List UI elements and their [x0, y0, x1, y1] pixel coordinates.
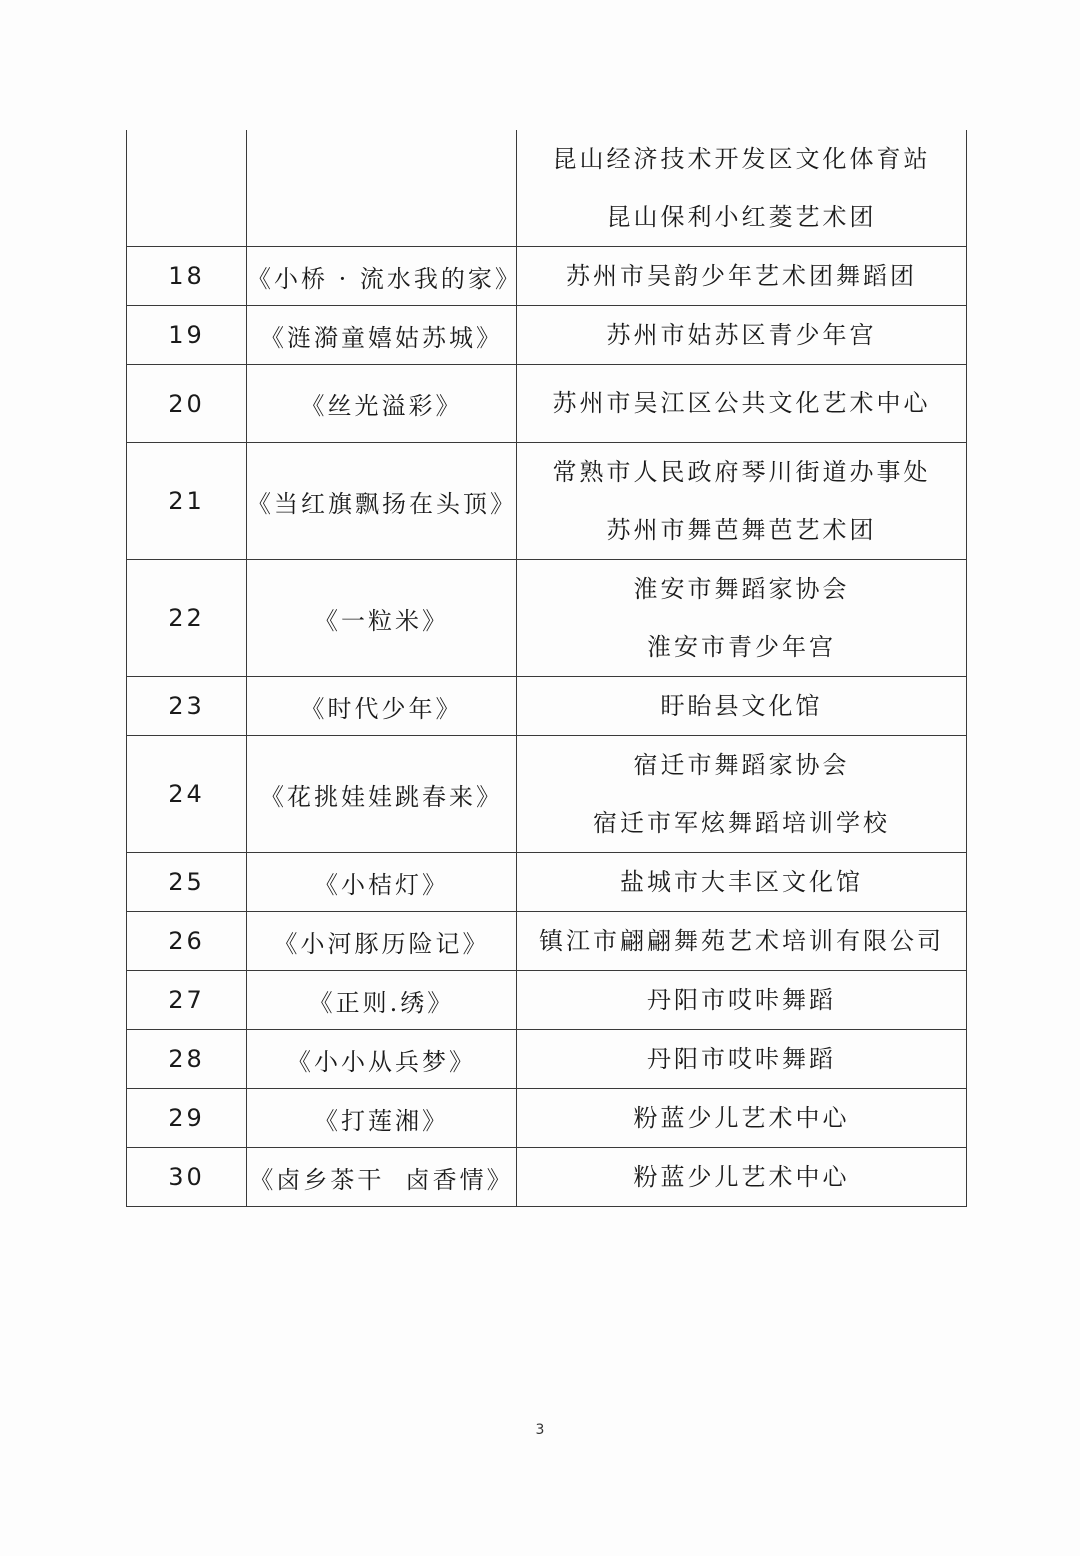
table-row	[127, 1030, 967, 1089]
org-line: 粉蓝少儿艺术中心	[633, 1104, 850, 1132]
table-row	[127, 912, 967, 971]
org-line: 宿迁市舞蹈家协会	[633, 751, 850, 779]
org-cell	[517, 306, 967, 365]
table-row	[127, 853, 967, 912]
table-row	[127, 1148, 967, 1207]
number-cell: 25	[127, 853, 247, 912]
title-cell: 《丝光溢彩》	[247, 365, 517, 443]
table-row	[127, 971, 967, 1030]
org-line: 昆山经济技术开发区文化体育站	[552, 145, 931, 173]
table-row	[127, 1089, 967, 1148]
table-row	[127, 443, 967, 560]
org-line: 苏州市姑苏区青少年宫	[606, 321, 877, 349]
org-cell	[517, 247, 967, 306]
title-cell: 《涟漪童嬉姑苏城》	[247, 306, 517, 365]
org-cell	[517, 365, 967, 443]
org-line: 苏州市舞芭舞芭艺术团	[606, 516, 877, 544]
title-cell: 《小桥 · 流水我的家》	[247, 247, 517, 306]
title-cell: 《小河豚历险记》	[247, 912, 517, 971]
table-row	[127, 736, 967, 853]
number-cell: 19	[127, 306, 247, 365]
org-line: 丹阳市哎咔舞蹈	[647, 986, 836, 1014]
number-cell: 24	[127, 736, 247, 853]
number-cell	[127, 130, 247, 247]
org-line: 镇江市翩翩舞苑艺术培训有限公司	[539, 927, 944, 955]
org-cell	[517, 736, 967, 853]
org-line: 盱眙县文化馆	[660, 692, 823, 720]
table-row	[127, 365, 967, 443]
org-cell	[517, 853, 967, 912]
number-cell: 22	[127, 560, 247, 677]
title-cell	[247, 130, 517, 247]
title-cell: 《一粒米》	[247, 560, 517, 677]
org-cell	[517, 912, 967, 971]
title-cell: 《小小从兵梦》	[247, 1030, 517, 1089]
number-cell: 27	[127, 971, 247, 1030]
number-cell: 26	[127, 912, 247, 971]
number-cell: 30	[127, 1148, 247, 1207]
org-line: 常熟市人民政府琴川街道办事处	[552, 458, 931, 486]
org-cell	[517, 1089, 967, 1148]
org-line: 昆山保利小红菱艺术团	[606, 203, 877, 231]
org-cell	[517, 130, 967, 247]
table-row	[127, 247, 967, 306]
title-cell: 《正则.绣》	[247, 971, 517, 1030]
award-table	[126, 130, 967, 1207]
org-line: 苏州市吴韵少年艺术团舞蹈团	[566, 262, 917, 290]
number-cell: 21	[127, 443, 247, 560]
org-cell	[517, 677, 967, 736]
title-cell: 《打莲湘》	[247, 1089, 517, 1148]
org-line: 盐城市大丰区文化馆	[620, 868, 863, 896]
org-line: 淮安市青少年宫	[647, 633, 836, 661]
org-line: 粉蓝少儿艺术中心	[633, 1163, 850, 1191]
number-cell: 28	[127, 1030, 247, 1089]
table-row	[127, 306, 967, 365]
org-line: 淮安市舞蹈家协会	[633, 575, 850, 603]
table-row-continuation	[127, 130, 967, 247]
title-cell: 《花挑娃娃跳春来》	[247, 736, 517, 853]
org-cell	[517, 971, 967, 1030]
number-cell: 23	[127, 677, 247, 736]
title-cell: 《卤乡茶干 卤香情》	[247, 1148, 517, 1207]
table-row	[127, 677, 967, 736]
org-line: 苏州市吴江区公共文化艺术中心	[552, 389, 931, 417]
title-cell: 《当红旗飘扬在头顶》	[247, 443, 517, 560]
org-line: 宿迁市军炫舞蹈培训学校	[593, 809, 890, 837]
title-cell: 《时代少年》	[247, 677, 517, 736]
number-cell: 29	[127, 1089, 247, 1148]
title-cell: 《小桔灯》	[247, 853, 517, 912]
page-number: 3	[535, 1422, 545, 1438]
number-cell: 18	[127, 247, 247, 306]
org-cell	[517, 443, 967, 560]
org-cell	[517, 1030, 967, 1089]
table-row	[127, 560, 967, 677]
org-cell	[517, 560, 967, 677]
org-line: 丹阳市哎咔舞蹈	[647, 1045, 836, 1073]
number-cell: 20	[127, 365, 247, 443]
org-cell	[517, 1148, 967, 1207]
